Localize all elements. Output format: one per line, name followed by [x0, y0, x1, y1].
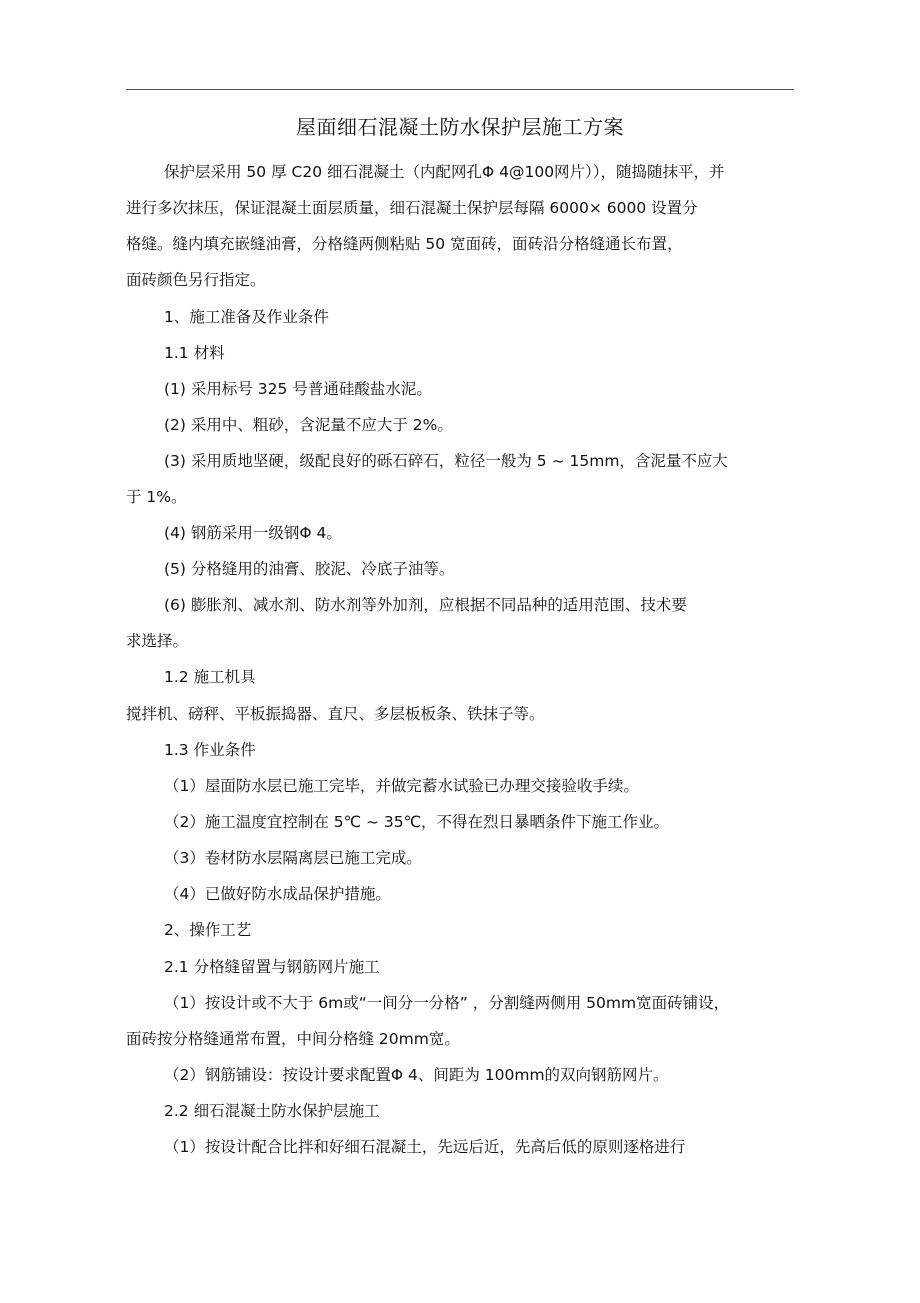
list-item: (1) 采用标号 325 号普通硅酸盐水泥。	[164, 380, 432, 398]
list-item: (6) 膨胀剂、减水剂、防水剂等外加剂，应根据不同品种的适用范围、技术要	[164, 596, 687, 614]
paragraph-line: 面砖颜色另行指定。	[126, 271, 266, 289]
list-item-continuation: 求选择。	[126, 632, 189, 650]
subsection-heading: 1.2 施工机具	[164, 668, 256, 686]
list-item-continuation: 于 1%。	[126, 488, 187, 506]
subsection-heading: 2.1 分格缝留置与钢筋网片施工	[164, 958, 380, 976]
list-item: （4）已做好防水成品保护措施。	[164, 885, 391, 903]
list-item: （1）按设计或不大于 6m或“一间分一分格” ，分割缝两侧用 50mm宽面砖铺设，	[164, 994, 730, 1012]
list-item: （2）施工温度宜控制在 5℃ ~ 35℃，不得在烈日暴晒条件下施工作业。	[164, 813, 670, 831]
subsection-heading: 2.2 细石混凝土防水保护层施工	[164, 1102, 380, 1120]
paragraph-line: 搅拌机、磅秤、平板振捣器、直尺、多层板板条、铁抹子等。	[126, 705, 545, 723]
list-item: (5) 分格缝用的油膏、胶泥、冷底子油等。	[164, 560, 455, 578]
paragraph-line: 保护层采用 50 厚 C20 细石混凝土（内配网孔Φ 4@100网片）），随捣随抹平，并	[164, 163, 725, 181]
list-item: （3）卷材防水层隔离层已施工完成。	[164, 849, 422, 867]
list-item: （2）钢筋铺设：按设计要求配置Φ 4、间距为 100mm的双向钢筋网片。	[164, 1066, 669, 1084]
document-title: 屋面细石混凝土防水保护层施工方案	[296, 115, 624, 139]
list-item: (3) 采用质地坚硬，级配良好的砾石碎石，粒径一般为 5 ~ 15mm，含泥量不应大	[164, 452, 728, 470]
paragraph-line: 格缝。缝内填充嵌缝油膏，分格缝两侧粘贴 50 宽面砖，面砖沿分格缝通长布置，	[126, 235, 683, 253]
section-heading: 2、操作工艺	[164, 921, 252, 939]
header-rule	[126, 89, 794, 90]
subsection-heading: 1.3 作业条件	[164, 741, 256, 759]
list-item-continuation: 面砖按分格缝通常布置，中间分格缝 20mm宽。	[126, 1030, 460, 1048]
list-item: (4) 钢筋采用一级钢Φ 4。	[164, 524, 342, 542]
section-heading: 1、施工准备及作业条件	[164, 308, 329, 326]
paragraph-line: 进行多次抹压，保证混凝土面层质量，细石混凝土保护层每隔 6000× 6000 设置分	[126, 199, 698, 217]
list-item: （1）按设计配合比拌和好细石混凝土，先远后近，先高后低的原则逐格进行	[164, 1138, 686, 1156]
subsection-heading: 1.1 材料	[164, 344, 225, 362]
list-item: (2) 采用中、粗砂，含泥量不应大于 2%。	[164, 416, 453, 434]
list-item: （1）屋面防水层已施工完毕，并做完蓄水试验已办理交接验收手续。	[164, 777, 639, 795]
